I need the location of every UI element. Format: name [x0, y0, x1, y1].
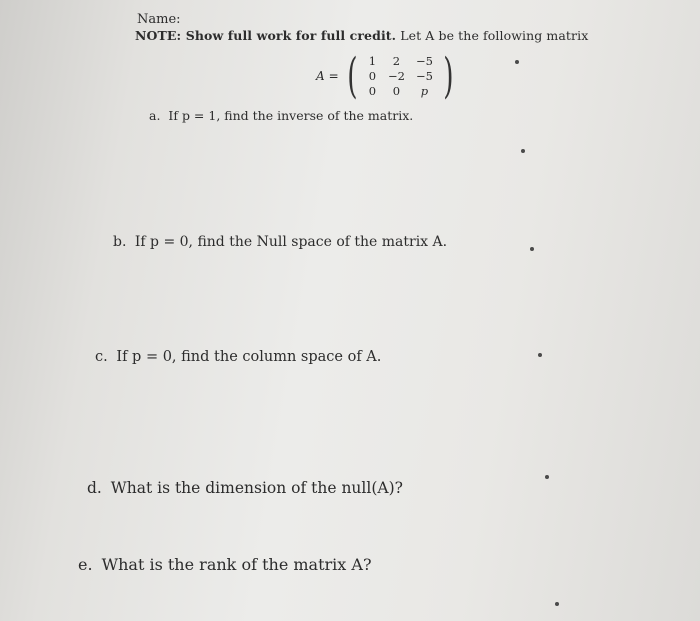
left-paren: ( [346, 48, 358, 104]
right-paren: ) [443, 48, 454, 104]
matrix-a [316, 48, 458, 104]
margin-dot [538, 353, 542, 357]
question-a-label: a. [149, 108, 161, 123]
matrix-grid [361, 54, 439, 99]
margin-dot [545, 475, 549, 479]
question-b-label: b. [113, 234, 127, 250]
question-c [95, 349, 381, 365]
matrix-cell: −5 [415, 69, 433, 83]
question-e [78, 555, 372, 574]
question-e-label: e. [78, 555, 93, 574]
question-a-text: If p = 1, find the inverse of the matrix. [168, 108, 414, 123]
question-d-text: What is the dimension of the null(A)? [110, 479, 403, 497]
instructions-note [135, 28, 588, 43]
matrix-cell: 0 [392, 84, 401, 98]
margin-dot [530, 247, 534, 251]
question-c-label: c. [95, 349, 108, 365]
question-b [113, 234, 447, 250]
margin-dot [521, 149, 525, 153]
matrix-cell: −5 [415, 54, 433, 68]
question-d-label: d. [87, 479, 102, 497]
matrix-cell: 0 [368, 84, 377, 98]
name-label: Name: [137, 12, 181, 27]
note-rest: Let A be the following matrix [400, 28, 589, 43]
note-bold: NOTE: Show full work for full credit. [135, 28, 397, 43]
question-e-text: What is the rank of the matrix A? [101, 555, 372, 574]
matrix-cell: 2 [392, 54, 401, 68]
question-a [149, 108, 413, 123]
matrix-label: A [316, 69, 325, 83]
matrix-cell: 1 [368, 54, 377, 68]
margin-dot [515, 60, 519, 64]
margin-dot [555, 602, 559, 606]
matrix-cell: −2 [387, 69, 405, 83]
question-b-text: If p = 0, find the Null space of the matrix A. [134, 234, 448, 250]
question-c-text: If p = 0, find the column space of A. [116, 349, 382, 365]
matrix-cell: p [420, 84, 429, 98]
matrix-equals: = [328, 69, 339, 83]
matrix-cell: 0 [368, 69, 377, 83]
question-d [87, 479, 403, 497]
